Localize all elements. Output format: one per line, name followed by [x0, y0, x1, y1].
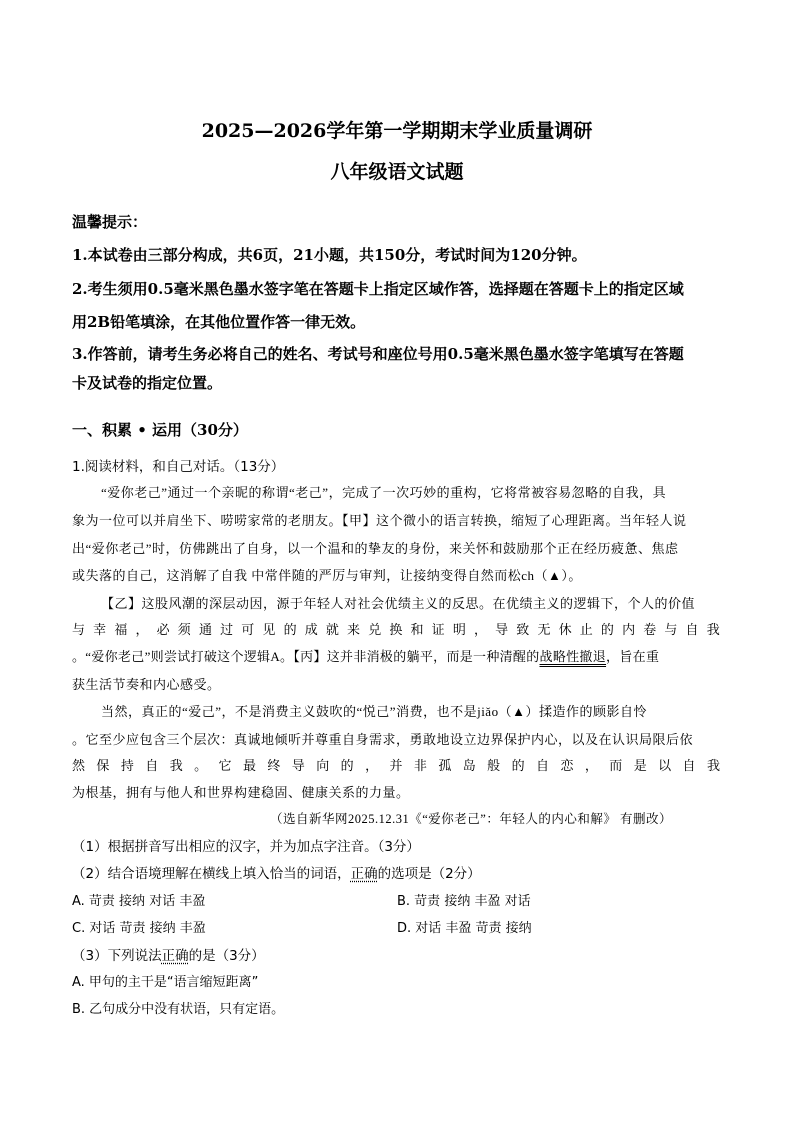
word: 我 [169, 758, 183, 773]
passage-line: 象为一位可以并肩坐下、唠唠家常的老朋友。【甲】这个微小的语言转换，缩短了心理距离。当年轻人说 [72, 513, 687, 528]
option-c: C. 对话 苛责 接纳 丰盈 [72, 921, 206, 936]
word: 并 [389, 758, 403, 773]
question-text: 的是（3分） [188, 948, 265, 964]
word: 最 [242, 758, 256, 773]
word: 的 [283, 622, 297, 637]
word: ， [473, 622, 487, 637]
word: 我 [706, 758, 720, 773]
passage-source: （选自新华网2025.12.31《“爱你老己”：年轻人的内心和解》 有删改） [270, 812, 672, 826]
section-heading: 一、积累 • 运用（30分） [72, 421, 248, 439]
word: 可 [241, 622, 255, 637]
sub-question-3 [72, 944, 265, 964]
word: 须 [177, 622, 191, 637]
word: 兑 [368, 622, 382, 637]
question-text: 的选项是（2分） [377, 866, 481, 882]
exam-subtitle: 八年级语文试题 [330, 161, 464, 183]
word: 的 [600, 622, 614, 637]
option-a: A. 甲句的主干是“语言缩短距离” [72, 975, 259, 990]
question-text: （3）下列说法 [72, 948, 162, 964]
word: 般 [487, 758, 501, 773]
tip-line-3b: 卡及试卷的指定位置。 [72, 374, 223, 392]
exam-title: 2025—2026学年第一学期期末学业质量调研 [201, 120, 593, 142]
tip-line-1: 1.本试卷由三部分构成，共6页，21小题，共150分，考试时间为120分钟。 [72, 246, 587, 264]
word: 自 [536, 758, 550, 773]
passage-line: 获生活节奏和内心感受。 [72, 677, 221, 692]
word: 我 [706, 622, 720, 637]
word: 向 [316, 758, 330, 773]
word: 证 [431, 622, 445, 637]
word: 的 [511, 758, 525, 773]
question-1-heading: 1.阅读材料，和自己对话。（13分） [72, 459, 285, 475]
word: 持 [120, 758, 134, 773]
option-b: B. 苛责 接纳 丰盈 对话 [397, 894, 531, 909]
sub-question-2 [72, 862, 481, 882]
emphasis-text: 正确 [350, 866, 378, 882]
word: 必 [156, 622, 170, 637]
sub-question-1: （1）根据拼音写出相应的汉字，并为加点字注音。（3分） [72, 839, 420, 855]
word: ， [584, 758, 598, 773]
tip-line-2a: 2.考生须用0.5毫米黑色墨水签字笔在答题卡上指定区域作答，选择题在答题卡上的指定区域 [72, 280, 684, 298]
word: 来 [347, 622, 361, 637]
passage-line: 出“爱你老己”时，仿佛跳出了自身，以一个温和的挚友的身份，来关怀和鼓励那个正在经历疲惫、焦虑 [72, 541, 679, 556]
passage-line: 。它至少应包含三个层次：真诚地倾听并尊重自身需求，勇敢地设立边界保护内心，以及在认识局限后依 [72, 732, 694, 747]
passage-line: 为根基，拥有与他人和世界构建稳固、健康关系的力量。 [72, 785, 410, 800]
word: 以 [658, 758, 672, 773]
option-d: D. 对话 丰盈 苛责 接纳 [397, 921, 532, 936]
word: 终 [267, 758, 281, 773]
word: 岛 [462, 758, 476, 773]
tips-heading: 温馨提示： [72, 213, 148, 231]
word: 自 [682, 758, 696, 773]
passage-text: 。“爱你老己”则尝试打破这个逻辑A。【丙】这并非消极的躺平，而是一种清醒的 [72, 649, 540, 664]
word: 过 [220, 622, 234, 637]
word: 与 [664, 622, 678, 637]
word: 幸 [93, 622, 107, 637]
passage-line: “爱你老己”通过一个亲昵的称谓“老己”，完成了一次巧妙的重构，它将常被容易忽略的自我，具 [101, 485, 667, 500]
word: 导 [495, 622, 509, 637]
passage-text: ，旨在重 [606, 649, 660, 664]
word: 成 [304, 622, 318, 637]
word: 自 [685, 622, 699, 637]
word: 恋 [560, 758, 574, 773]
passage-line [72, 646, 659, 665]
word: 而 [609, 758, 623, 773]
word: 内 [622, 622, 636, 637]
word: 见 [262, 622, 276, 637]
word: 和 [410, 622, 424, 637]
passage-line: 【乙】这股风潮的深层动因，源于年轻人对社会优绩主义的反思。在优绩主义的逻辑下，个人的价值 [101, 596, 696, 611]
word: 。 [194, 758, 208, 773]
underlined-phrase: 战略性撤退 [539, 649, 607, 664]
word: 休 [558, 622, 572, 637]
word: 换 [389, 622, 403, 637]
option-b: B. 乙句成分中没有状语，只有定语。 [72, 1002, 285, 1017]
word: 止 [579, 622, 593, 637]
word: 无 [537, 622, 551, 637]
word: 孤 [438, 758, 452, 773]
word: 然 [72, 758, 86, 773]
word: 导 [291, 758, 305, 773]
option-a: A. 苛责 接纳 对话 丰盈 [72, 894, 206, 909]
word: 与 [72, 622, 86, 637]
word: 卷 [643, 622, 657, 637]
word: ， [135, 622, 149, 637]
word: 福 [114, 622, 128, 637]
word: 保 [96, 758, 110, 773]
word: 它 [218, 758, 232, 773]
word: 是 [633, 758, 647, 773]
word: 的 [340, 758, 354, 773]
passage-line: 当然，真正的“爱己”，不是消费主义鼓吹的“悦己”消费，也不是jiǎo（▲）揉造作的顾影自怜 [101, 704, 647, 719]
word: 就 [325, 622, 339, 637]
word: 明 [452, 622, 466, 637]
tip-line-3a: 3.作答前，请考生务必将自己的姓名、考试号和座位号用0.5毫米黑色墨水签字笔填写在答题 [72, 345, 684, 363]
question-text: （2）结合语境理解在横线上填入恰当的词语， [72, 866, 351, 882]
tip-line-2b: 用2B铅笔填涂，在其他位置作答一律无效。 [72, 313, 366, 331]
passage-line: 或失落的自己，这消解了自我 中常伴随的严厉与审判，让接纳变得自然而松ch（▲）。 [72, 568, 582, 583]
word: 自 [145, 758, 159, 773]
emphasis-text: 正确 [161, 948, 189, 964]
word: 非 [413, 758, 427, 773]
passage-line-justified [72, 619, 720, 638]
word: 致 [516, 622, 530, 637]
passage-line-justified [72, 755, 720, 774]
word: 通 [198, 622, 212, 637]
word: ， [365, 758, 379, 773]
